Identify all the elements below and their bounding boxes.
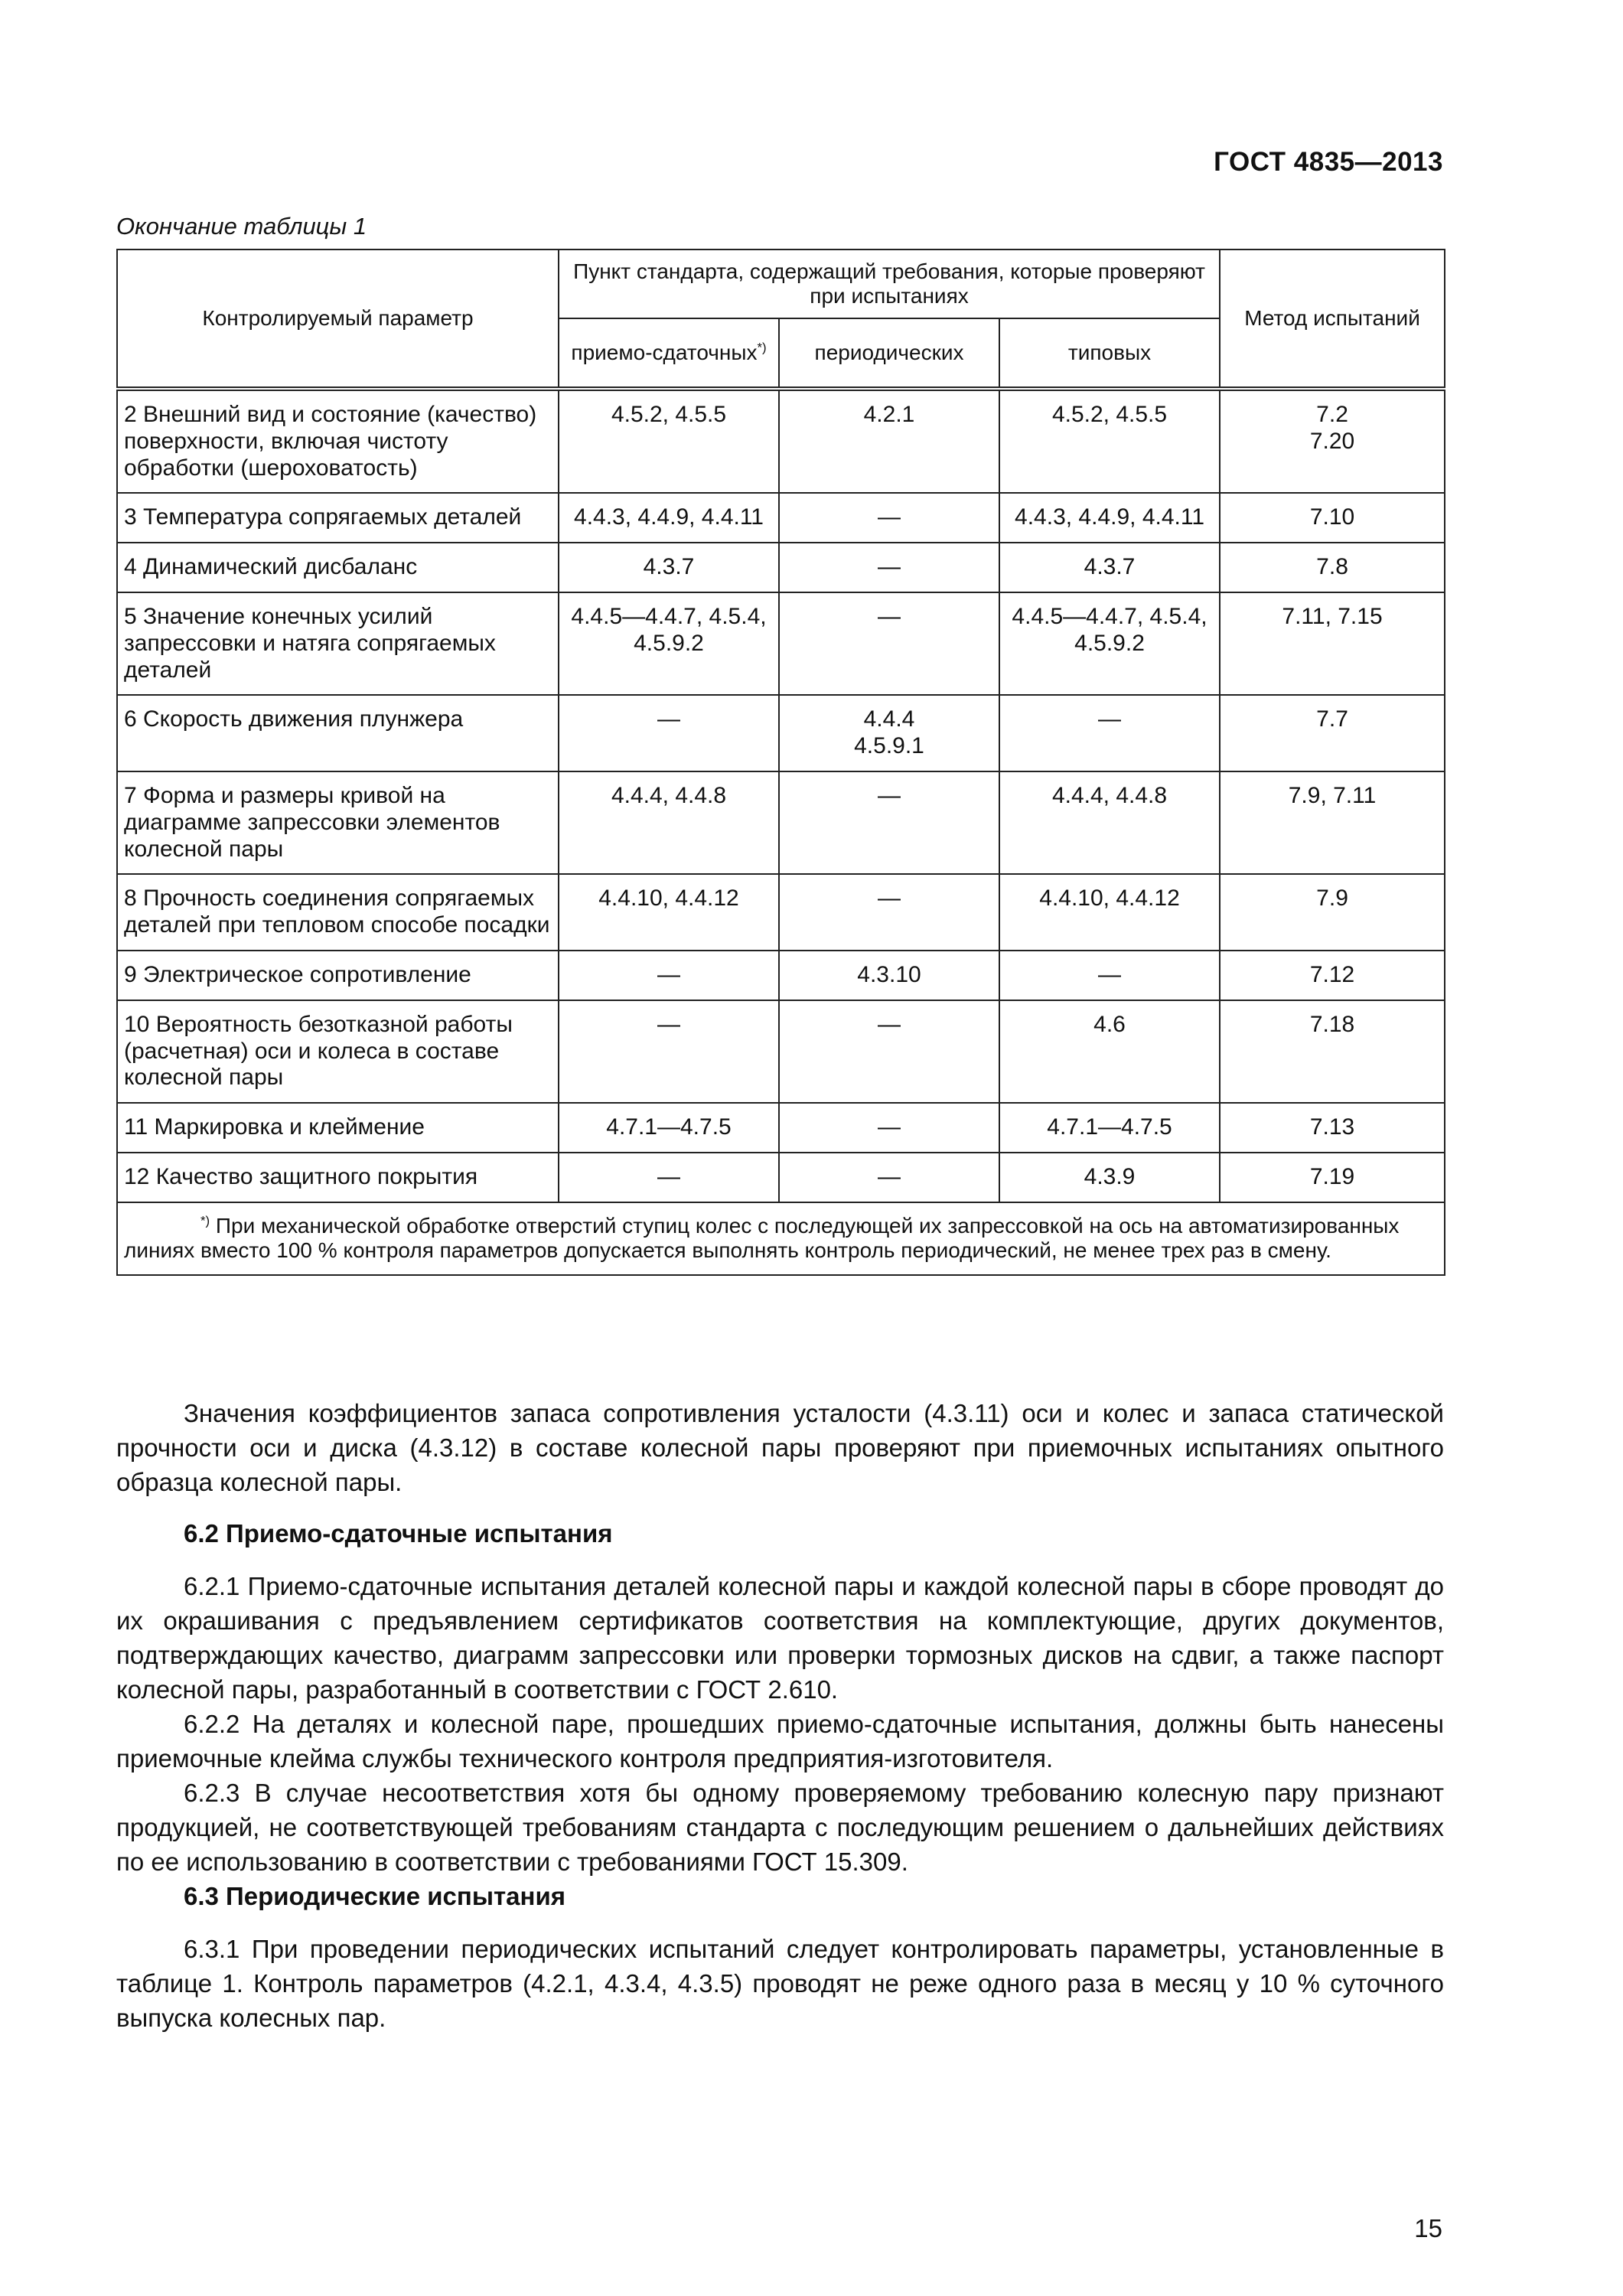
method-cell: 7.13	[1220, 1103, 1445, 1153]
acceptance-cell: 4.3.7	[559, 543, 779, 592]
periodic-cell: —	[779, 493, 999, 543]
method-cell: 7.7	[1220, 695, 1445, 771]
header-clause-group: Пункт стандарта, содержащий требования, которые проверяют при испытаниях	[559, 249, 1220, 318]
param-cell: 6 Скорость движения плунжера	[117, 695, 559, 771]
param-cell: 11 Маркировка и клеймение	[117, 1103, 559, 1153]
periodic-cell: 4.4.4 4.5.9.1	[779, 695, 999, 771]
type-cell: 4.4.5—4.4.7, 4.5.4, 4.5.9.2	[999, 592, 1220, 695]
periodic-cell: 4.3.10	[779, 951, 999, 1000]
periodic-cell: —	[779, 1000, 999, 1103]
table-row	[117, 951, 1445, 1000]
method-cell: 7.12	[1220, 951, 1445, 1000]
param-cell: 9 Электрическое сопротивление	[117, 951, 559, 1000]
param-cell: 3 Температура сопрягаемых деталей	[117, 493, 559, 543]
type-cell: —	[999, 951, 1220, 1000]
footnote-mark: *)	[200, 1213, 210, 1228]
table-row	[117, 592, 1445, 695]
table-row	[117, 389, 1445, 493]
paragraph-6-2-3: 6.2.3 В случае несоответствия хотя бы одному проверяемому требованию колесную пару признают продукцией, не соответствующей требованиям стандарта с последующим решением о дальнейших действиях по ее использованию в соответствии с требованиями ГОСТ 15.309.	[116, 1779, 1444, 1876]
paragraph-6-2-2: 6.2.2 На деталях и колесной паре, прошедших приемо-сдаточные испытания, должны быть нанесены приемочные клейма службы технического контроля предприятия-изготовителя.	[116, 1710, 1444, 1773]
page-number: 15	[1414, 2214, 1442, 2242]
param-cell: 5 Значение конечных усилий запрессовки и натяга сопрягаемых деталей	[117, 592, 559, 695]
type-cell: 4.6	[999, 1000, 1220, 1103]
method-cell: 7.10	[1220, 493, 1445, 543]
acceptance-cell: 4.4.3, 4.4.9, 4.4.11	[559, 493, 779, 543]
paragraph-6-3-1: 6.3.1 При проведении периодических испытаний следует контролировать параметры, установленные в таблице 1. Контроль параметров (4.2.1, 4.3.4, 4.3.5) проводят не реже одного раза в месяц у 10 % суточного выпуска колесных пар.	[116, 1935, 1444, 2032]
method-cell: 7.19	[1220, 1153, 1445, 1202]
type-cell: 4.4.3, 4.4.9, 4.4.11	[999, 493, 1220, 543]
method-cell: 7.9, 7.11	[1220, 771, 1445, 874]
table-caption: Окончание таблицы 1	[116, 213, 367, 240]
header-param: Контролируемый параметр	[117, 249, 559, 389]
table-footnote: *) При механической обработке отверстий ступиц колес с последующей их запрессовкой на ось на автоматизированных линиях вместо 100 % контроля параметров допускается выполнять контроль периодический, не менее трех раз в смену.	[117, 1202, 1445, 1275]
acceptance-cell: —	[559, 1153, 779, 1202]
periodic-cell: —	[779, 1153, 999, 1202]
periodic-cell: —	[779, 771, 999, 874]
type-cell: 4.4.4, 4.4.8	[999, 771, 1220, 874]
table-row	[117, 1000, 1445, 1103]
periodic-cell: —	[779, 543, 999, 592]
method-cell: 7.8	[1220, 543, 1445, 592]
type-cell: 4.4.10, 4.4.12	[999, 874, 1220, 951]
acceptance-cell: 4.4.5—4.4.7, 4.5.4, 4.5.9.2	[559, 592, 779, 695]
param-cell: 10 Вероятность безотказной работы (расчетная) оси и колеса в составе колесной пары	[117, 1000, 559, 1103]
type-cell: 4.3.7	[999, 543, 1220, 592]
periodic-cell: —	[779, 874, 999, 951]
section-6-2-paragraphs	[116, 1569, 1444, 1879]
section-heading-6-2: 6.2 Приемо-сдаточные испытания	[184, 1519, 613, 1548]
header-periodic: периодических	[779, 318, 999, 389]
table-row	[117, 771, 1445, 874]
paragraph-intro: Значения коэффициентов запаса сопротивления усталости (4.3.11) оси и колес и запаса статической прочности оси и диска (4.3.12) в составе колесной пары проверяют при приемочных испытаниях опытного образца колесной пары.	[116, 1399, 1444, 1496]
acceptance-cell: —	[559, 951, 779, 1000]
type-cell: —	[999, 695, 1220, 771]
param-cell: 7 Форма и размеры кривой на диаграмме запрессовки элементов колесной пары	[117, 771, 559, 874]
section-6-3-paragraphs	[116, 1932, 1444, 2035]
method-cell: 7.11, 7.15	[1220, 592, 1445, 695]
param-cell: 2 Внешний вид и состояние (качество) поверхности, включая чистоту обработки (шероховатость)	[117, 389, 559, 493]
section-heading-6-3: 6.3 Периодические испытания	[184, 1882, 566, 1910]
footnote-mark: *)	[757, 340, 767, 355]
header-acceptance: приемо-сдаточных*)	[559, 318, 779, 389]
method-cell: 7.9	[1220, 874, 1445, 951]
type-cell: 4.7.1—4.7.5	[999, 1103, 1220, 1153]
table-footnote-row	[117, 1202, 1445, 1275]
acceptance-cell: 4.4.4, 4.4.8	[559, 771, 779, 874]
method-cell: 7.18	[1220, 1000, 1445, 1103]
param-cell: 8 Прочность соединения сопрягаемых деталей при тепловом способе посадки	[117, 874, 559, 951]
periodic-cell: 4.2.1	[779, 389, 999, 493]
table-row	[117, 543, 1445, 592]
document-code: ГОСТ 4835—2013	[1214, 147, 1443, 177]
periodic-cell: —	[779, 592, 999, 695]
periodic-cell: —	[779, 1103, 999, 1153]
paragraph-6-2-1: 6.2.1 Приемо-сдаточные испытания деталей колесной пары и каждой колесной пары в сборе проводят до их окрашивания с предъявлением сертификатов соответствия на комплектующие, других документов, подтверждающих качество, диаграмм запрессовки или проверки тормозных дисков на сдвиг, а также паспорт колесной пары, разработанный в соответствии с ГОСТ 2.610.	[116, 1572, 1444, 1704]
param-cell: 12 Качество защитного покрытия	[117, 1153, 559, 1202]
param-cell: 4 Динамический дисбаланс	[117, 543, 559, 592]
header-method: Метод испытаний	[1220, 249, 1445, 389]
table-row	[117, 1103, 1445, 1153]
header-type: типовых	[999, 318, 1220, 389]
acceptance-cell: 4.5.2, 4.5.5	[559, 389, 779, 493]
acceptance-cell: —	[559, 695, 779, 771]
acceptance-cell: 4.7.1—4.7.5	[559, 1103, 779, 1153]
table-row	[117, 874, 1445, 951]
table-row	[117, 1153, 1445, 1202]
table-row	[117, 493, 1445, 543]
table-row	[117, 695, 1445, 771]
method-cell: 7.2 7.20	[1220, 389, 1445, 493]
inspection-table	[116, 249, 1445, 1276]
type-cell: 4.5.2, 4.5.5	[999, 389, 1220, 493]
acceptance-cell: 4.4.10, 4.4.12	[559, 874, 779, 951]
type-cell: 4.3.9	[999, 1153, 1220, 1202]
acceptance-cell: —	[559, 1000, 779, 1103]
